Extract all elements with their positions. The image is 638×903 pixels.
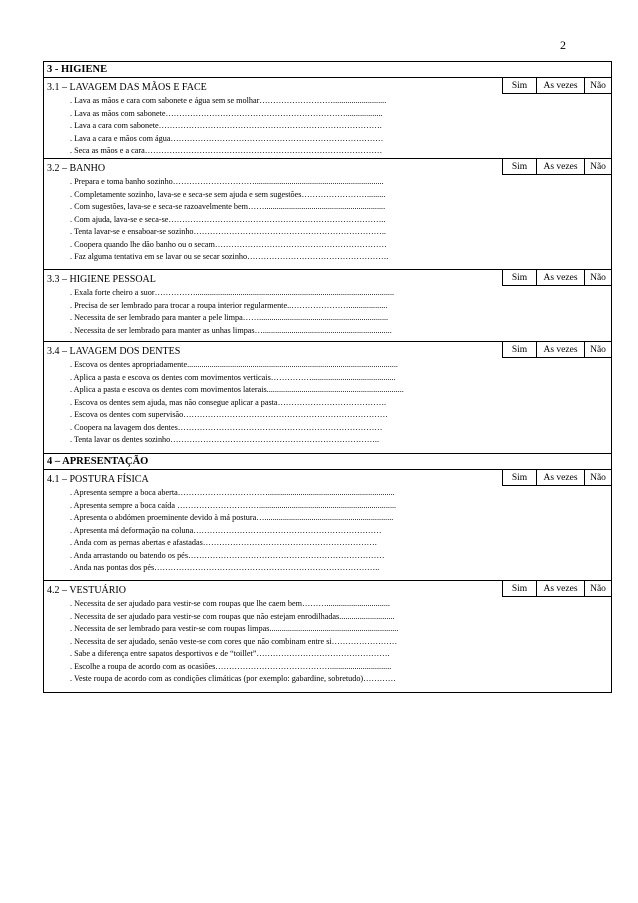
list-item: . Lava as mãos com sabonete………………………………………………………….................. [70, 108, 383, 118]
subsection-content [44, 159, 504, 264]
subsection-title: 3.4 – LAVAGEM DOS DENTES [47, 346, 181, 357]
list-item: . Necessita de ser ajudado, senão veste-se com cores que não combinam entre si…………………… [70, 636, 398, 646]
option-as-vezes: As vezes [536, 581, 584, 597]
subsection-content [44, 581, 504, 686]
option-sim: Sim [502, 342, 536, 358]
list-item: . Coopera quando lhe dão banho ou o secam……………………………………………………… [70, 239, 387, 249]
subsection [44, 470, 611, 581]
list-item: . Tenta lavar-se e ensaboar-se sozinho…………………………………………………………….. [70, 227, 386, 236]
list-item: . Necessita de ser ajudado para vestir-se com roupas que lhe caem bem………............................... [70, 599, 390, 608]
subsection-title: 3.2 – BANHO [47, 163, 106, 174]
list-item: . Necessita de ser lembrado para manter as unhas limpas…............................................................... [70, 325, 392, 335]
list-item: . Faz alguma tentativa em se lavar ou se secar sozinho……………………………………………. [70, 252, 389, 261]
option-nao: Não [584, 78, 611, 94]
option-sim: Sim [502, 159, 536, 175]
list-item: . Apresenta o abdómen proeminente devido à má postura…............................................................... [70, 513, 394, 522]
list-item: . Anda nas pontas dos pés……………………………………………………………………….. [70, 563, 380, 572]
option-nao: Não [584, 470, 611, 486]
list-item: . Prepara e toma banho sozinho…………………………............................................................... [70, 177, 384, 186]
option-sim: Sim [502, 581, 536, 597]
list-item: . Necessita de ser ajudado para vestir-se com roupas que não estejam enrodilhadas........................... [70, 611, 395, 621]
subsection-content [44, 470, 504, 575]
subsection [44, 159, 611, 270]
list-item: . Seca as mãos e a cara…………………………………………………………………………… [70, 146, 383, 155]
list-item: . Exala forte cheiro a suor……………................................................................................................. [70, 288, 395, 297]
list-item: . Anda com as pernas abertas e afastadas………………………………………………………. [70, 538, 377, 547]
answer-options [502, 78, 611, 94]
option-nao: Não [584, 270, 611, 286]
subsection [44, 78, 611, 159]
section-header: 3 - HIGIENE [44, 62, 611, 78]
list-item: . Veste roupa de acordo com as condições climáticas (por exemplo: gabardine, sobretudo)………… [70, 674, 396, 683]
item-list [47, 359, 504, 447]
subsection-content [44, 78, 504, 158]
option-as-vezes: As vezes [536, 159, 584, 175]
page-number: 2 [560, 38, 566, 52]
option-nao: Não [584, 581, 611, 597]
subsection-content [44, 270, 504, 337]
option-nao: Não [584, 159, 611, 175]
section-header: 4 – APRESENTAÇÃO [44, 454, 611, 470]
subsection [44, 270, 611, 342]
answer-options [502, 270, 611, 286]
option-sim: Sim [502, 78, 536, 94]
assessment-table [43, 61, 612, 693]
subsection [44, 342, 611, 454]
list-item: . Precisa de ser lembrado para trocar a roupa interior regularmente..…………………................... [70, 300, 388, 310]
option-sim: Sim [502, 270, 536, 286]
list-item: . Sabe a diferença entre sapatos desportivos e de “toillet”…………………………………………. [70, 649, 390, 658]
answer-options [502, 581, 611, 597]
list-item: . Lava a cara com sabonete………………………………………………………………………. [70, 121, 382, 130]
list-item: . Lava as mãos e cara com sabonete e água sem se molhar……………………….......................... [70, 96, 387, 105]
subsection-title: 4.2 – VESTUÁRIO [47, 585, 126, 596]
list-item: . Tenta lavar os dentes sozinho………………………………………………………………….. [70, 435, 380, 444]
item-list [47, 598, 504, 686]
list-item: . Aplica a pasta e escova os dentes com movimentos verticais……………......................................... [70, 372, 396, 382]
item-list [47, 487, 504, 575]
list-item: . Necessita de ser lembrado para vestir-se com roupas limpas............................................................... [70, 624, 399, 633]
subsection-title: 3.1 – LAVAGEM DAS MÃOS E FACE [47, 82, 207, 93]
list-item: . Escolhe a roupa de acordo com as ocasiões…………………………………….............................. [70, 661, 392, 671]
option-sim: Sim [502, 470, 536, 486]
list-item: . Lava a cara e mãos com água…………………………………………………………………… [70, 133, 384, 143]
list-item: . Apresenta sempre a boca aberta…………………………….............................................................. [70, 488, 395, 497]
subsection-title: 3.3 – HIGIENE PESSOAL [47, 274, 156, 285]
list-item: . Completamente sozinho, lava-se e seca-se sem ajuda e sem sugestões……………………......... [70, 189, 386, 199]
answer-options [502, 159, 611, 175]
subsection-title: 4.1 – POSTURA FÍSICA [47, 474, 149, 485]
option-as-vezes: As vezes [536, 78, 584, 94]
option-as-vezes: As vezes [536, 342, 584, 358]
item-list [47, 176, 504, 264]
item-list [47, 287, 504, 337]
list-item: . Com sugestões, lava-se e seca-se razoavelmente bem……........................................................... [70, 202, 386, 211]
subsection [44, 581, 611, 692]
option-as-vezes: As vezes [536, 270, 584, 286]
list-item: . Apresenta má deformação na coluna…………………………………………………………… [70, 525, 382, 535]
list-item: . Com ajuda, lava-se e seca-se…………………………………………………………………….. [70, 214, 386, 224]
answer-options [502, 470, 611, 486]
list-item: . Escova os dentes com supervisão………………………………………………………………… [70, 410, 388, 419]
subsection-content [44, 342, 504, 447]
list-item: . Coopera na lavagem dos dentes………………………………………………………………… [70, 422, 383, 432]
list-item: . Aplica a pasta e escova os dentes com movimentos laterais................................................................... [70, 385, 404, 394]
option-nao: Não [584, 342, 611, 358]
item-list [47, 95, 504, 158]
list-item: . Anda arrastando ou batendo os pés……………………………………………………………… [70, 550, 385, 560]
list-item: . Apresenta sempre a boca caída …………………………................................................................... [70, 500, 397, 510]
list-item: . Necessita de ser lembrado para manter a pele limpa……............................................................... [70, 313, 389, 322]
list-item: . Escova os dentes apropriadamente....................................................................................................... [70, 360, 398, 369]
answer-options [502, 342, 611, 358]
option-as-vezes: As vezes [536, 470, 584, 486]
list-item: . Escova os dentes sem ajuda, mas não consegue aplicar a pasta…………………………………. [70, 397, 387, 407]
